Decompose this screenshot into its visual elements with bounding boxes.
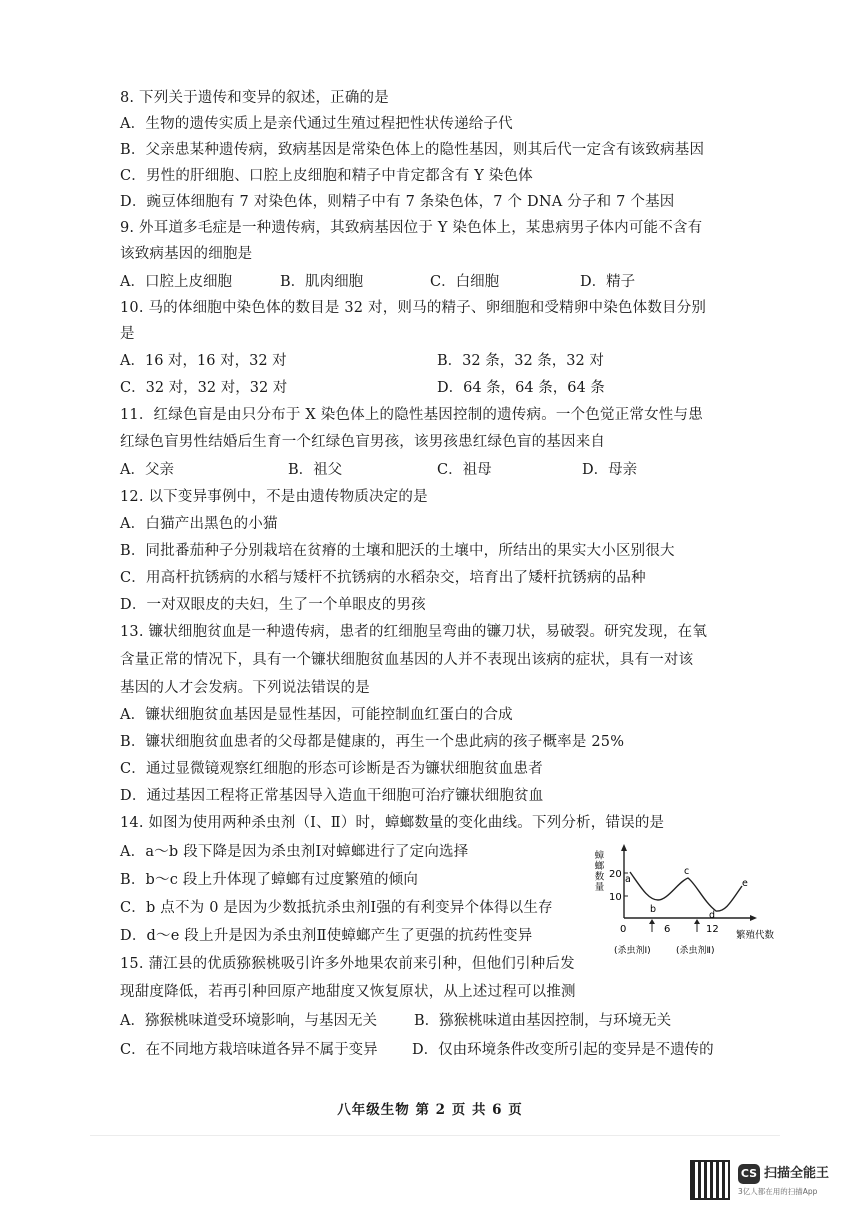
question-12-option-c: C．用高杆抗锈病的水稻与矮杆不抗锈病的水稻杂交，培育出了矮杆抗锈病的品种 — [120, 570, 646, 586]
question-12-option-b: B．同批番茄种子分别栽培在贫瘠的土壤和肥沃的土壤中，所结出的果实大小区别很大 — [120, 543, 675, 559]
insecticide-1-label: (杀虫剂Ⅰ) — [614, 946, 651, 956]
question-11-option-a: A．父亲 — [120, 462, 174, 478]
x-axis-label: 繁殖代数 — [736, 930, 775, 941]
question-8-option-c: C．男性的肝细胞、口腔上皮细胞和精子中肯定都含有 Y 染色体 — [120, 168, 533, 184]
question-15-stem-cont: 现甜度降低，若再引种回原产地甜度又恢复原状，从上述过程可以推测 — [120, 984, 576, 1000]
question-12-option-a: A．白猫产出黑色的小猫 — [120, 516, 278, 532]
question-8-stem: 8. 下列关于遗传和变异的叙述，正确的是 — [120, 90, 389, 106]
question-15-option-b: B．猕猴桃味道由基因控制，与环境无关 — [414, 1013, 672, 1029]
question-11-option-b: B．祖父 — [288, 462, 343, 478]
question-10-option-d: D．64 条，64 条，64 条 — [437, 380, 605, 396]
y-axis-label: 蟑螂数量 — [592, 850, 604, 892]
scanner-watermark — [690, 1160, 850, 1204]
question-10-option-c: C．32 对，32 对，32 对 — [120, 380, 288, 396]
y-axis-arrow — [621, 844, 627, 851]
question-9-stem: 9. 外耳道多毛症是一种遗传病，其致病基因位于 Y 染色体上，某患病男子体内可能不含有 — [120, 220, 703, 236]
question-11-stem: 11．红绿色盲是由只分布于 X 染色体上的隐性基因控制的遗传病。一个色觉正常女性与患 — [120, 407, 703, 423]
question-10-stem-cont: 是 — [120, 326, 135, 342]
question-15-option-a: A．猕猴桃味道受环境影响，与基因无关 — [120, 1013, 377, 1029]
question-13-option-a: A．镰状细胞贫血基因是显性基因，可能控制血红蛋白的合成 — [120, 707, 513, 723]
question-13-stem: 13. 镰状细胞贫血是一种遗传病，患者的红细胞呈弯曲的镰刀状，易破裂。研究发现，在氧 — [120, 624, 708, 640]
point-c-label: c — [684, 866, 690, 877]
question-13-option-b: B．镰状细胞贫血患者的父母都是健康的，再生一个患此病的孩子概率是 25% — [120, 734, 625, 750]
insecticide-2-label: (杀虫剂Ⅱ) — [676, 946, 715, 956]
question-13-stem-cont-1: 含量正常的情况下，具有一个镰状细胞贫血基因的人并不表现出该病的症状，具有一对该 — [120, 652, 694, 668]
question-8-option-b: B．父亲患某种遗传病，致病基因是常染色体上的隐性基因，则其后代一定含有该致病基因 — [120, 142, 705, 158]
point-e-label: e — [742, 878, 748, 889]
question-8-option-d: D．豌豆体细胞有 7 对染色体，则精子中有 7 条染色体，7 个 DNA 分子和 7 个基因 — [120, 194, 675, 210]
question-14-option-c: C．b 点不为 0 是因为少数抵抗杀虫剂Ⅰ强的有利变异个体得以生存 — [120, 900, 553, 916]
question-11-option-c: C．祖母 — [437, 462, 492, 478]
question-13-option-c: C．通过显微镜观察红细胞的形态可诊断是否为镰状细胞贫血患者 — [120, 761, 543, 777]
insecticide-1-arrowhead — [649, 919, 655, 924]
x-tick-0: 0 — [620, 924, 627, 935]
question-12-option-d: D．一对双眼皮的夫妇，生了一个单眼皮的男孩 — [120, 597, 426, 613]
question-15-option-c: C．在不同地方栽培味道各异不属于变异 — [120, 1042, 378, 1058]
page-footer: 八年级生物 第 2 页 共 6 页 — [337, 1102, 523, 1118]
page-divider — [90, 1135, 780, 1136]
cockroach-population-graph — [592, 842, 792, 960]
question-14-option-a: A．a～b 段下降是因为杀虫剂Ⅰ对蟑螂进行了定向选择 — [120, 844, 469, 860]
y-tick-10: 10 — [609, 892, 622, 903]
question-9-stem-cont: 该致病基因的细胞是 — [120, 246, 253, 262]
question-14-option-d: D．d～e 段上升是因为杀虫剂Ⅱ使蟑螂产生了更强的抗药性变异 — [120, 928, 533, 944]
camscanner-logo: CS — [738, 1164, 760, 1184]
x-tick-12: 12 — [706, 924, 719, 935]
question-10-stem: 10. 马的体细胞中染色体的数目是 32 对，则马的精子、卵细胞和受精卵中染色体数目分别 — [120, 300, 707, 316]
question-8-option-a: A．生物的遗传实质上是亲代通过生殖过程把性状传递给子代 — [120, 116, 513, 132]
question-9-option-c: C．白细胞 — [430, 274, 500, 290]
x-tick-6: 6 — [664, 924, 671, 935]
question-9-option-b: B．肌肉细胞 — [280, 274, 364, 290]
insecticide-2-arrowhead — [694, 919, 700, 924]
question-12-stem: 12. 以下变异事例中，不是由遗传物质决定的是 — [120, 489, 428, 505]
point-b-label: b — [650, 904, 657, 915]
population-curve — [630, 872, 742, 911]
question-9-option-a: A．口腔上皮细胞 — [120, 274, 232, 290]
y-tick-20: 20 — [609, 869, 622, 880]
point-a-label: a — [625, 874, 631, 885]
question-9-option-d: D．精子 — [580, 274, 636, 290]
watermark-brand: 扫描全能王 — [764, 1166, 830, 1181]
point-d-label: d — [709, 910, 716, 921]
question-14-option-b: B．b～c 段上升体现了蟑螂有过度繁殖的倾向 — [120, 872, 419, 888]
question-15-stem: 15. 蒲江县的优质猕猴桃吸引许多外地果农前来引种，但他们引种后发 — [120, 956, 575, 972]
question-11-stem-cont: 红绿色盲男性结婚后生育一个红绿色盲男孩，该男孩患红绿色盲的基因来自 — [120, 434, 606, 450]
question-13-option-d: D．通过基因工程将正常基因导入造血干细胞可治疗镰状细胞贫血 — [120, 788, 544, 804]
x-axis-arrow — [750, 915, 757, 921]
question-13-stem-cont-2: 基因的人才会发病。下列说法错误的是 — [120, 680, 370, 696]
watermark-slogan: 3亿人都在用的扫描App — [738, 1187, 818, 1196]
question-15-option-d: D．仅由环境条件改变所引起的变异是不遗传的 — [412, 1042, 714, 1058]
question-14-stem: 14. 如图为使用两种杀虫剂（Ⅰ、Ⅱ）时，蟑螂数量的变化曲线。下列分析，错误的是 — [120, 815, 665, 831]
question-11-option-d: D．母亲 — [582, 462, 638, 478]
question-10-option-a: A．16 对，16 对，32 对 — [120, 353, 287, 369]
question-10-option-b: B．32 条，32 条，32 对 — [437, 353, 604, 369]
qr-code-icon — [690, 1160, 730, 1200]
